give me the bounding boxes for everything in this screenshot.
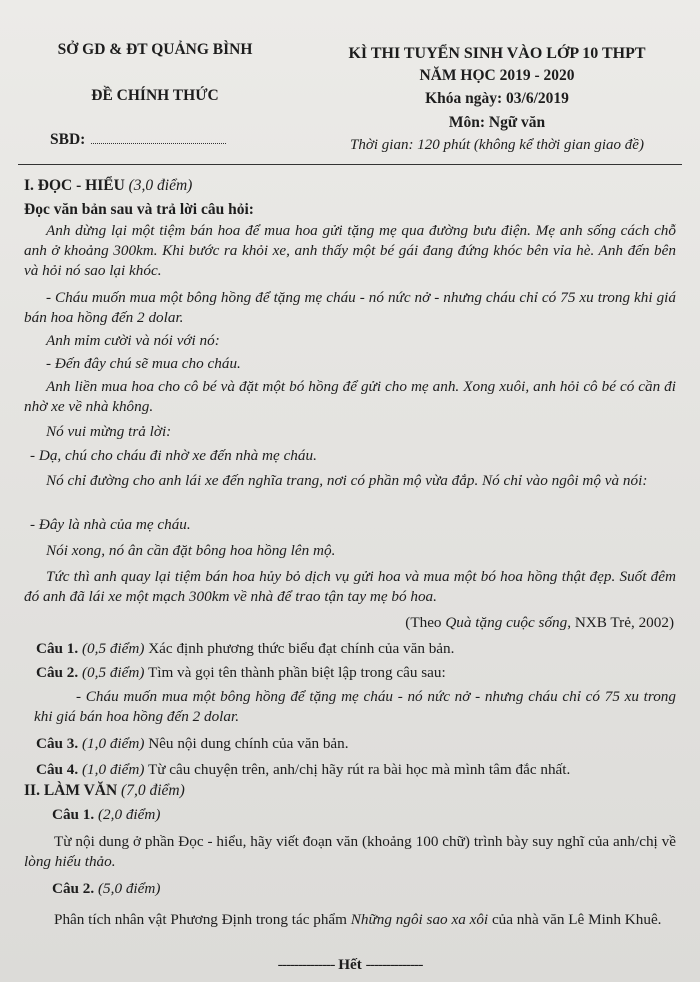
question-4 [36, 761, 570, 779]
subject: Môn: Ngữ văn [448, 114, 546, 131]
header-divider [18, 164, 682, 165]
question-text: của nhà văn Lê Minh Khuê. [488, 911, 662, 928]
passage-paragraph: Tức thì anh quay lại tiệm bán hoa hủy bỏ dịch vụ gửi hoa và mua một bó hoa hồng thật đẹp. Suốt đêm đó anh đã lái xe một mạch 300km về nhà để trao tận tay mẹ bó hoa. [24, 568, 676, 605]
question-points: (0,5 điểm) [82, 640, 145, 657]
exam-title: KÌ THI TUYỂN SINH VÀO LỚP 10 THPT [348, 45, 646, 62]
question-text: Nêu nội dung chính của văn bản. [144, 735, 349, 752]
official-label: ĐỀ CHÍNH THỨC [91, 87, 219, 104]
end-label: Hết [338, 956, 362, 973]
part2-title: II. LÀM VĂN [24, 782, 118, 799]
source-suffix: , NXB Trẻ, 2002) [567, 614, 674, 631]
passage-paragraph: Anh liền mua hoa cho cô bé và đặt một bó hồng để gửi cho mẹ anh. Xong xuôi, anh hỏi cô bé có cần đi nhờ xe về nhà không. [24, 378, 676, 415]
question-2-quote: - Cháu muốn mua một bông hồng để tặng mẹ cháu - nó nức nở - nhưng cháu chỉ có 75 xu trong khi giá bán hoa hồng đến 2 dolar. [34, 688, 676, 725]
school-year: NĂM HỌC 2019 - 2020 [419, 67, 575, 84]
sbd-blank [91, 133, 226, 144]
question-1 [36, 640, 454, 658]
question-points: (1,0 điểm) [82, 735, 145, 752]
question-label: Câu 3. [36, 735, 79, 752]
question-points: (2,0 điểm) [98, 806, 161, 823]
duration: Thời gian: 120 phút (không kể thời gian giao đề) [350, 137, 644, 153]
passage-paragraph: Nó chỉ đường cho anh lái xe đến nghĩa trang, nơi có phần mộ vừa đắp. Nó chỉ vào ngôi mộ và nói: [46, 472, 648, 489]
question-emphasis: lòng hiếu thảo. [24, 853, 116, 870]
question-text: Xác định phương thức biểu đạt chính của văn bản. [144, 640, 455, 657]
work-title: Những ngôi sao xa xôi [350, 911, 489, 928]
question-text: Từ câu chuyện trên, anh/chị hãy rút ra bài học mà mình tâm đắc nhất. [144, 761, 571, 778]
passage-paragraph: Nó vui mừng trả lời: [46, 423, 172, 440]
source-title: Quà tặng cuộc sống [445, 614, 568, 631]
question-label: Câu 2. [52, 880, 95, 897]
question-3 [36, 735, 349, 753]
question-text: Tìm và gọi tên thành phần biệt lập trong câu sau: [144, 664, 446, 681]
part2-heading [24, 782, 185, 800]
sbd-field [50, 131, 226, 149]
part2-question-2-text [24, 910, 676, 930]
question-points: (0,5 điểm) [82, 664, 145, 681]
question-points: (5,0 điểm) [98, 880, 161, 897]
passage-paragraph: - Đến đây chú sẽ mua cho cháu. [46, 355, 241, 372]
source-citation [405, 614, 674, 632]
question-text: Từ nội dung ở phần Đọc - hiểu, hãy viết đoạn văn (khoảng 100 chữ) trình bày suy nghĩ của anh/chị về [54, 833, 676, 850]
question-2 [36, 664, 446, 682]
question-text: Phân tích nhân vật Phương Định trong tác phẩm [54, 911, 351, 928]
question-label: Câu 4. [36, 761, 79, 778]
source-prefix: (Theo [405, 614, 446, 631]
end-marker [0, 956, 700, 974]
part1-points: (3,0 điểm) [128, 177, 193, 194]
passage-paragraph: Anh mỉm cười và nói với nó: [46, 332, 220, 349]
exam-date: Khóa ngày: 03/6/2019 [425, 90, 569, 107]
end-dashes-left: -------------- [277, 956, 335, 973]
part2-question-2-heading [52, 880, 160, 898]
passage-paragraph: Nói xong, nó ân cần đặt bông hoa hồng lên mộ. [46, 542, 336, 559]
part2-points: (7,0 điểm) [121, 782, 185, 799]
question-points: (1,0 điểm) [82, 761, 145, 778]
part2-question-1-text [24, 832, 676, 872]
part2-question-1-heading [52, 806, 160, 824]
passage-paragraph: Anh dừng lại một tiệm bán hoa để mua hoa gửi tặng mẹ qua đường bưu điện. Mẹ anh sống cách chỗ anh ở khoảng 300km. Khi bước ra khỏi xe, anh thấy một bé gái đang đứng khóc bên vỉa hè. Anh đến bên và hỏi nó sao lại khóc. [24, 222, 676, 279]
passage-paragraph: - Dạ, chú cho cháu đi nhờ xe đến nhà mẹ cháu. [30, 447, 317, 464]
question-label: Câu 1. [52, 806, 95, 823]
part1-instruction: Đọc văn bản sau và trả lời câu hỏi: [24, 201, 254, 218]
part1-heading [24, 177, 192, 195]
question-label: Câu 2. [36, 664, 79, 681]
part1-title: I. ĐỌC - HIỂU [24, 177, 125, 194]
question-label: Câu 1. [36, 640, 79, 657]
sbd-label: SBD: [50, 131, 86, 148]
end-dashes-right: -------------- [365, 956, 423, 973]
passage-paragraph: - Đây là nhà của mẹ cháu. [30, 516, 191, 533]
passage-paragraph: - Cháu muốn mua một bông hồng để tặng mẹ cháu - nó nức nở - nhưng cháu chỉ có 75 xu trong khi giá bán hoa hồng đến 2 dolar. [24, 289, 676, 326]
department-name: SỞ GD & ĐT QUẢNG BÌNH [57, 41, 253, 58]
